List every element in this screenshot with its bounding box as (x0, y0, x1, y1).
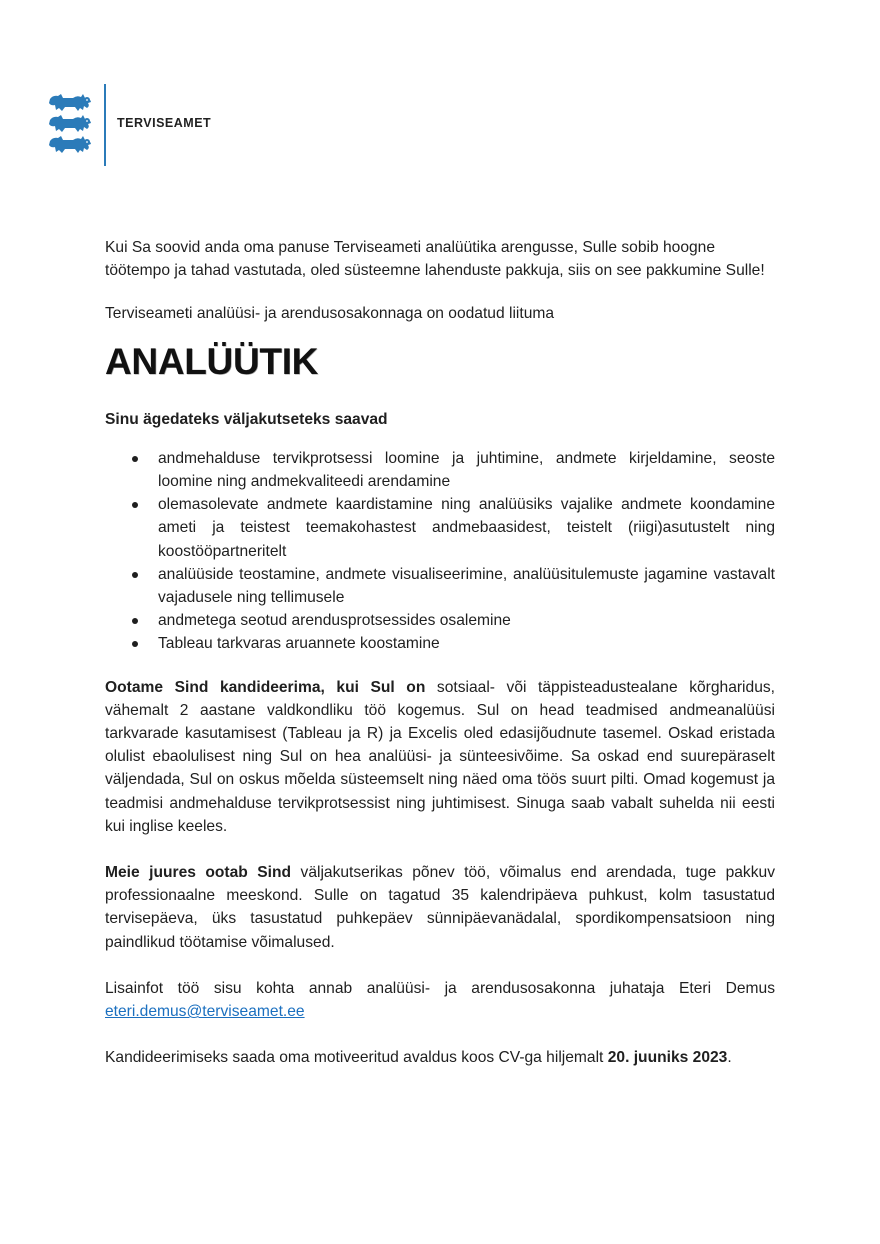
agency-name: TERVISEAMET (117, 116, 212, 130)
list-item: Tableau tarkvaras aruannete koostamine (158, 632, 775, 655)
contact-paragraph (105, 977, 775, 1023)
list-item: andmetega seotud arendusprotsessides osalemine (158, 609, 775, 632)
requirements-paragraph (105, 676, 775, 838)
list-item: andmehalduse tervikprotsessi loomine ja juhtimine, andmete kirjeldamine, seoste loomine ning andmekvaliteedi arendamine (158, 447, 775, 493)
deadline-date: 20. juuniks 2023 (607, 1049, 728, 1067)
challenges-heading: Sinu ägedateks väljakutseteks saavad (105, 410, 388, 428)
job-title: ANALÜÜTIK (105, 340, 319, 382)
requirements-text: sotsiaal- või täppisteadustealane kõrgharidus, vähemalt 2 aastane valdkondliku töö kogemus. Sul on head teadmised andmeanalüüsi tarkvarade kasutamisest (Tableau ja R) ja Excelis oled edasijõudnute tasemel. Oskad eristada olulist ebaolulisest ning Sul on hea analüüsi- ja sünteesivõime. Sa oskad end suurepäraselt väljendada, Sul on oskus mõelda süsteemselt ning näed oma töös suurt pilti. Omad kogemust ja teadmisi andmehalduse tervikprotsessist ning juhtimisest. Sinuga saab vabalt suhelda nii eesti kui inglise keeles. (105, 678, 775, 835)
offer-text: väljakutserikas põnev töö, võimalus end arendada, tuge pakkuv professionaalne meeskond. Sulle on tagatud 35 kalendripäeva puhkust, kolm tasustatud tervisepäeva, üks tasustatud puhkepäev sünnipäevanädalal, spordikompensatsioon ning paindlikud töötamise võimalused. (105, 864, 775, 951)
lead-paragraph: Terviseameti analüüsi- ja arendusosakonnaga on oodatud liituma (105, 305, 555, 323)
intro-paragraph: Kui Sa soovid anda oma panuse Terviseameti analüütika arengusse, Sulle sobib hoogne töötempo ja tahad vastutada, oled süsteemne lahenduste pakkuja, siis on see pakkumine Sulle! (105, 239, 765, 280)
requirements-lead: Ootame Sind kandideerima, kui Sul on (105, 678, 426, 696)
duties-list (105, 447, 775, 656)
offer-lead: Meie juures ootab Sind (105, 864, 292, 882)
job-posting (105, 236, 775, 1092)
deadline-suffix: . (727, 1049, 732, 1067)
list-item: olemasolevate andmete kaardistamine ning analüüsiks vajalike andmete koondamine ameti ja teistest teemakohastest andmebaasidest, teistelt (riigi)asutustelt ning koostööpartneritelt (158, 493, 775, 563)
deadline-paragraph (105, 1046, 775, 1069)
list-item: analüüside teostamine, andmete visualiseerimine, analüüsitulemuste jagamine vastavalt vajadusele ning tellimusele (158, 563, 775, 609)
contact-email-link[interactable]: eteri.demus@terviseamet.ee (105, 1003, 305, 1021)
deadline-text: Kandideerimiseks saada oma motiveeritud avaldus koos CV-ga hiljemalt (105, 1049, 608, 1067)
offer-paragraph (105, 861, 775, 954)
logo-divider (104, 84, 106, 166)
contact-text: Lisainfot töö sisu kohta annab analüüsi- ja arendusosakonna juhataja Eteri Demus (105, 979, 775, 997)
coat-of-arms-icon (47, 92, 93, 154)
